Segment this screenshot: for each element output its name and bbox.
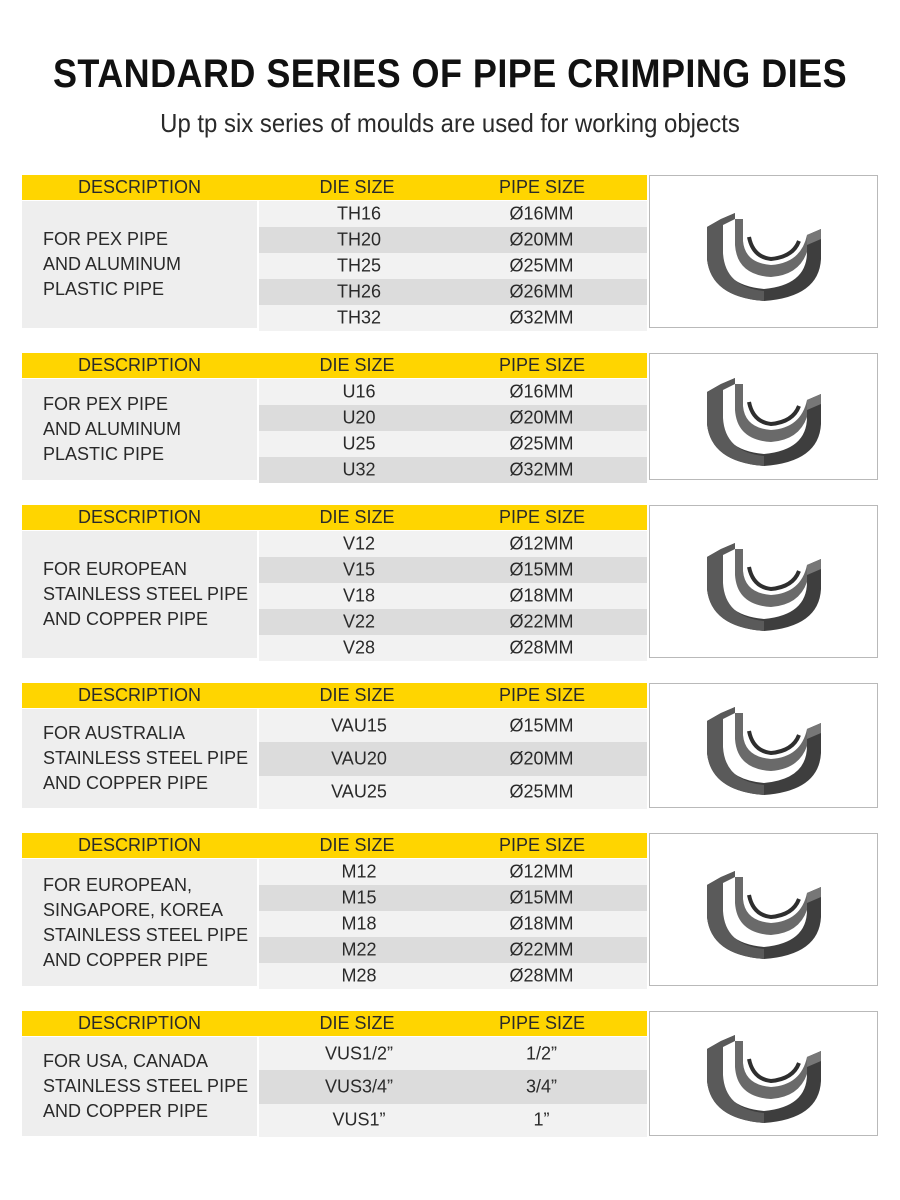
die-size-cell: U25: [342, 433, 376, 454]
die-size-cell: TH16: [336, 203, 381, 224]
table-row: [259, 609, 647, 635]
die-size-cell: TH26: [336, 281, 381, 302]
vau-crimping-die-icon: [699, 691, 829, 801]
die-series-table: [22, 505, 647, 658]
header-die-size: DIE SIZE: [319, 1013, 395, 1033]
die-size-cell: TH20: [336, 229, 381, 250]
table-row: [259, 305, 647, 331]
table-row: [259, 911, 647, 937]
pipe-size-cell: Ø20MM: [509, 748, 574, 769]
die-size-cell: U32: [342, 459, 376, 480]
description-text: FOR PEX PIPE AND ALUMINUM PLASTIC PIPE: [43, 394, 182, 464]
table-row: [259, 1070, 647, 1103]
die-image-box: [649, 1011, 878, 1136]
description-cell: [22, 709, 257, 808]
pipe-size-cell: 1”: [533, 1109, 550, 1130]
table-row: [259, 885, 647, 911]
die-image-box: [649, 683, 878, 808]
header-description: DESCRIPTION: [77, 177, 201, 197]
description-text: FOR AUSTRALIA STAINLESS STEEL PIPE AND COPPER PIPE: [43, 723, 249, 793]
pipe-size-cell: Ø12MM: [509, 861, 574, 882]
header-die-size: DIE SIZE: [319, 177, 395, 197]
die-size-cell: V12: [342, 533, 376, 554]
description-cell: [22, 379, 257, 480]
header-description: DESCRIPTION: [77, 1013, 201, 1033]
m-crimping-die-icon: [699, 855, 829, 965]
pipe-size-cell: Ø15MM: [509, 559, 574, 580]
pipe-size-cell: Ø16MM: [509, 203, 574, 224]
table-header: [22, 1011, 647, 1036]
table-header: [22, 175, 647, 200]
description-text: FOR PEX PIPE AND ALUMINUM PLASTIC PIPE: [43, 229, 182, 299]
die-image-box: [649, 505, 878, 658]
v-crimping-die-icon: [699, 527, 829, 637]
description-cell: [22, 201, 257, 328]
die-image-box: [649, 833, 878, 986]
header-description: DESCRIPTION: [77, 685, 201, 705]
header-die-size: DIE SIZE: [319, 507, 395, 527]
page-title: STANDARD SERIES OF PIPE CRIMPING DIES: [52, 52, 848, 96]
table-row: [259, 859, 647, 885]
table-row: [259, 457, 647, 483]
header-pipe-size: PIPE SIZE: [498, 1013, 586, 1033]
die-size-cell: V15: [342, 559, 376, 580]
pipe-size-cell: Ø25MM: [509, 781, 574, 802]
die-size-cell: VAU25: [331, 781, 387, 802]
table-row: [259, 1037, 647, 1070]
die-size-cell: TH32: [336, 307, 381, 328]
die-image-box: [649, 353, 878, 480]
header-pipe-size: PIPE SIZE: [498, 507, 586, 527]
table-header: [22, 833, 647, 858]
die-series-table: [22, 833, 647, 986]
header-die-size: DIE SIZE: [319, 685, 395, 705]
u-crimping-die-icon: [699, 362, 829, 472]
table-row: [259, 557, 647, 583]
description-cell: [22, 859, 257, 986]
table-header: [22, 353, 647, 378]
table-row: [259, 227, 647, 253]
die-series-section: [22, 175, 878, 328]
pipe-size-cell: Ø32MM: [509, 459, 574, 480]
table-row: [259, 253, 647, 279]
pipe-size-cell: 1/2”: [525, 1043, 558, 1064]
vus-crimping-die-icon: [699, 1019, 829, 1129]
description-cell: [22, 1037, 257, 1136]
pipe-size-cell: Ø15MM: [509, 887, 574, 908]
pipe-size-cell: 3/4”: [525, 1076, 558, 1097]
table-row: [259, 963, 647, 989]
description-cell: [22, 531, 257, 658]
table-row: [259, 742, 647, 775]
die-size-cell: VUS1/2”: [324, 1043, 394, 1064]
header-pipe-size: PIPE SIZE: [498, 355, 586, 375]
table-row: [259, 405, 647, 431]
header-die-size: DIE SIZE: [319, 835, 395, 855]
page-subtitle: Up tp six series of moulds are used for working objects: [160, 108, 740, 138]
table-row: [259, 379, 647, 405]
description-text: FOR EUROPEAN, SINGAPORE, KOREA STAINLESS STEEL PIPE AND COPPER PIPE: [43, 874, 249, 970]
die-series-table: [22, 175, 647, 328]
pipe-size-cell: Ø18MM: [509, 585, 574, 606]
die-size-cell: M22: [341, 939, 377, 960]
pipe-size-cell: Ø20MM: [509, 407, 574, 428]
pipe-size-cell: Ø15MM: [509, 715, 574, 736]
die-series-table: [22, 683, 647, 808]
table-row: [259, 776, 647, 809]
die-size-cell: TH25: [336, 255, 381, 276]
header-description: DESCRIPTION: [77, 835, 201, 855]
die-size-cell: M18: [341, 913, 377, 934]
pipe-size-cell: Ø28MM: [509, 965, 574, 986]
table-row: [259, 431, 647, 457]
die-size-cell: U16: [342, 381, 376, 402]
pipe-size-cell: Ø26MM: [509, 281, 574, 302]
die-size-cell: V22: [342, 611, 376, 632]
die-series-section: [22, 833, 878, 986]
table-row: [259, 1104, 647, 1137]
die-series-table: [22, 353, 647, 480]
pipe-size-cell: Ø16MM: [509, 381, 574, 402]
table-row: [259, 531, 647, 557]
die-series-section: [22, 1011, 878, 1136]
table-row: [259, 635, 647, 661]
pipe-size-cell: Ø25MM: [509, 255, 574, 276]
pipe-size-cell: Ø25MM: [509, 433, 574, 454]
die-size-cell: M28: [341, 965, 377, 986]
th-crimping-die-icon: [699, 197, 829, 307]
die-size-cell: V18: [342, 585, 376, 606]
table-row: [259, 201, 647, 227]
header-description: DESCRIPTION: [77, 355, 201, 375]
die-series-table: [22, 1011, 647, 1136]
table-header: [22, 683, 647, 708]
pipe-size-cell: Ø28MM: [509, 637, 574, 658]
pipe-size-cell: Ø20MM: [509, 229, 574, 250]
table-row: [259, 937, 647, 963]
die-size-cell: M15: [341, 887, 377, 908]
table-header: [22, 505, 647, 530]
header-pipe-size: PIPE SIZE: [498, 835, 586, 855]
die-size-cell: U20: [342, 407, 376, 428]
die-series-section: [22, 505, 878, 658]
die-series-section: [22, 683, 878, 808]
header-die-size: DIE SIZE: [319, 355, 395, 375]
die-size-cell: M12: [341, 861, 377, 882]
description-text: FOR EUROPEAN STAINLESS STEEL PIPE AND COPPER PIPE: [43, 559, 249, 629]
die-size-cell: VAU15: [331, 715, 387, 736]
die-series-section: [22, 353, 878, 480]
table-row: [259, 279, 647, 305]
pipe-size-cell: Ø32MM: [509, 307, 574, 328]
pipe-size-cell: Ø18MM: [509, 913, 574, 934]
die-size-cell: VUS1”: [332, 1109, 386, 1130]
table-row: [259, 583, 647, 609]
table-row: [259, 709, 647, 742]
die-size-cell: V28: [342, 637, 376, 658]
pipe-size-cell: Ø22MM: [509, 611, 574, 632]
description-text: FOR USA, CANADA STAINLESS STEEL PIPE AND COPPER PIPE: [43, 1051, 249, 1121]
pipe-size-cell: Ø22MM: [509, 939, 574, 960]
die-size-cell: VUS3/4”: [324, 1076, 394, 1097]
header-description: DESCRIPTION: [77, 507, 201, 527]
header-pipe-size: PIPE SIZE: [498, 685, 586, 705]
die-image-box: [649, 175, 878, 328]
die-size-cell: VAU20: [331, 748, 387, 769]
header-pipe-size: PIPE SIZE: [498, 177, 586, 197]
pipe-size-cell: Ø12MM: [509, 533, 574, 554]
